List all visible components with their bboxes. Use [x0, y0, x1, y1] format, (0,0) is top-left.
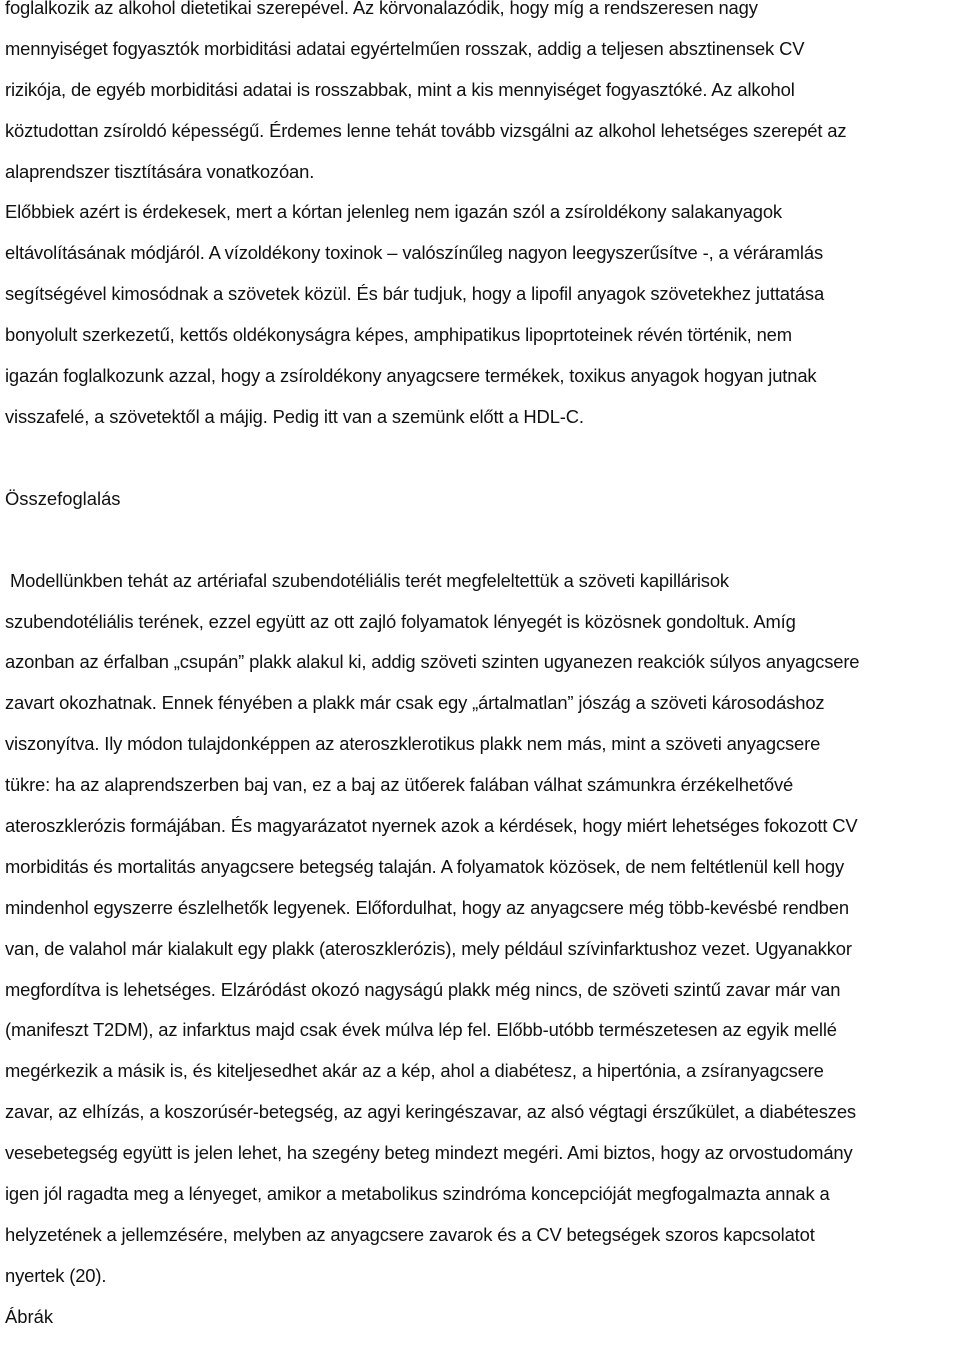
text-line: mennyiséget fogyasztók morbiditási adatai egyértelműen rosszak, addig a teljesen absztinensek CV — [5, 37, 805, 59]
text-line: van, de valahol már kialakult egy plakk (ateroszklerózis), mely például szívinfarktushoz vezet. Ugyanakkor — [5, 937, 852, 959]
text-line: zavar, az elhízás, a koszorúsér-betegség, az agyi keringészavar, az alsó végtagi érszűkület, a diabéteszes — [5, 1101, 856, 1123]
text-line: visszafelé, a szövetektől a májig. Pedig itt van a szemünk előtt a HDL-C. — [5, 405, 584, 427]
text-line: viszonyítva. Ily módon tulajdonképpen az ateroszklerotikus plakk nem más, mint a szöveti anyagcsere — [5, 733, 821, 755]
text-line: mindenhol egyszerre észlelhetők legyenek. Előfordulhat, hogy az anyagcsere még több-kevésbé rendben — [5, 896, 849, 918]
text-line: szubendotéliális terének, ezzel együtt az ott zajló folyamatok lényegét is közösnek gondoltuk. Amíg — [5, 610, 796, 632]
text-line: azonban az érfalban „csupán” plakk alakul ki, addig szöveti szinten ugyanezen reakciók súlyos anyagcsere — [5, 651, 860, 673]
text-line: megérkezik a másik is, és kiteljesedhet akár az a kép, ahol a diabétesz, a hipertónia, a zsíranyagcsere — [5, 1060, 824, 1082]
text-line: vesebetegség együtt is jelen lehet, ha szegény beteg mindezt megéri. Ami biztos, hogy az orvostudomány — [5, 1142, 853, 1164]
text-line: zavart okozhatnak. Ennek fényében a plakk már csak egy „ártalmatlan” jószág a szöveti károsodáshoz — [5, 692, 825, 714]
text-line: Előbbiek azért is érdekesek, mert a kórtan jelenleg nem igazán szól a zsíroldékony salakanyagok — [5, 201, 782, 223]
text-line: rizikója, de egyéb morbiditási adatai is rosszabbak, mint a kis mennyiséget fogyasztóké. Az alkohol — [5, 78, 795, 100]
text-line: eltávolításának módjáról. A vízoldékony toxinok – valószínűleg nagyon leegyszerűsítve -, a véráramlás — [5, 242, 823, 264]
text-line: igazán foglalkozunk azzal, hogy a zsíroldékony anyagcsere termékek, toxikus anyagok hogyan jutnak — [5, 365, 817, 387]
paragraph-alcohol — [5, 0, 960, 192]
text-line: igen jól ragadta meg a lényeget, amikor a metabolikus szindróma koncepcióját megfogalmazta annak a — [5, 1183, 830, 1205]
text-line: bonyolult szerkezetű, kettős oldékonyságra képes, amphipatikus lipoprtoteinek révén történik, nem — [5, 324, 792, 346]
paragraph-summary — [5, 561, 960, 1297]
spacer — [5, 438, 960, 479]
summary-heading: Összefoglalás — [5, 487, 121, 509]
text-line: köztudottan zsíroldó képességű. Érdemes lenne tehát tovább vizsgálni az alkohol lehetséges szerepét az — [5, 119, 847, 141]
text-line: nyertek (20). — [5, 1264, 107, 1286]
text-line: foglalkozik az alkohol dietetikai szerepével. Az körvonalazódik, hogy míg a rendszeresen nagy — [5, 0, 758, 18]
text-line: ateroszklerózis formájában. És magyarázatot nyernek azok a kérdések, hogy miért lehetséges fokozott CV — [5, 815, 858, 837]
text-line: helyzetének a jellemzésére, melyben az anyagcsere zavarok és a CV betegségek szoros kapcsolatot — [5, 1223, 815, 1245]
text-line: megfordítva is lehetséges. Elzáródást okozó nagyságú plakk még nincs, de szöveti szintű zavar már van — [5, 978, 841, 1000]
text-line: segítségével kimosódnak a szövetek közül. És bár tudjuk, hogy a lipofil anyagok szövetekhez juttatása — [5, 283, 825, 305]
document-page — [5, 0, 960, 1338]
figures-heading: Ábrák — [5, 1305, 54, 1327]
text-line: tükre: ha az alaprendszerben baj van, ez a baj az ütőerek falában válhat számunkra érzékelhetővé — [5, 774, 794, 796]
text-line: Modellünkben tehát az artériafal szubendotéliális terét megfeleltettük a szöveti kapillárisok — [5, 569, 729, 591]
text-line: alaprendszer tisztítására vonatkozóan. — [5, 160, 315, 182]
spacer — [5, 520, 960, 561]
text-line: morbiditás és mortalitás anyagcsere betegség talaján. A folyamatok közösek, de nem feltétlenül kell hogy — [5, 855, 845, 877]
text-line: (manifeszt T2DM), az infarktus majd csak évek múlva lép fel. Előbb-utóbb természetesen az egyik mellé — [5, 1019, 837, 1041]
paragraph-lipophilic-toxins — [5, 192, 960, 437]
